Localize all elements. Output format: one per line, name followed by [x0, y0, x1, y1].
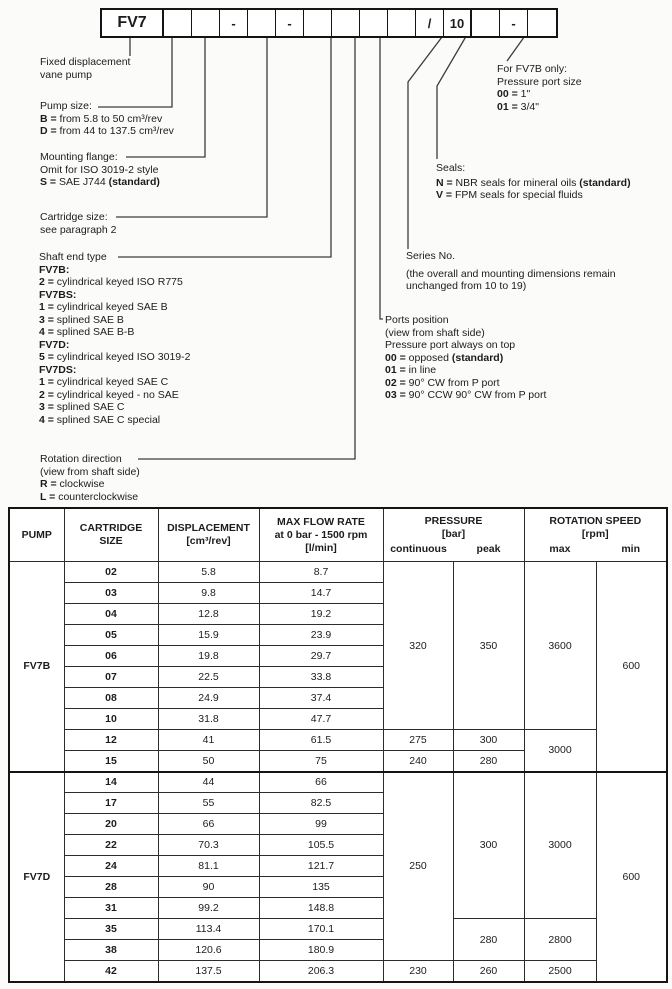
table-cell: 28	[64, 877, 158, 898]
table-row	[9, 730, 667, 751]
code-box: -	[220, 10, 248, 36]
table-cell: 81.1	[158, 856, 259, 877]
table-cell: 180.9	[259, 940, 383, 961]
table-cell: 31	[64, 898, 158, 919]
code-box: FV7	[102, 10, 164, 36]
table-cell: 17	[64, 793, 158, 814]
table-cell: 12	[64, 730, 158, 751]
table-cell: 8.7	[259, 562, 383, 583]
table-cell: 06	[64, 646, 158, 667]
table-cell: 230	[383, 961, 453, 982]
leader-ports-position	[380, 33, 383, 319]
code-box	[472, 10, 500, 36]
pump-name-cell: FV7D	[9, 772, 64, 982]
callout-line: 01 = in line	[385, 364, 437, 376]
callout-line: (view from shaft side)	[385, 326, 485, 339]
callout-line: 2 = cylindrical keyed - no SAE	[39, 388, 179, 401]
leader-series-no	[408, 33, 445, 249]
table-cell: 38	[64, 940, 158, 961]
column-header-cartridge-size: CARTRIDGE SIZE	[64, 508, 158, 562]
table-cell: 121.7	[259, 856, 383, 877]
model-code-row	[100, 8, 558, 38]
table-cell: 5.8	[158, 562, 259, 583]
table-cell: 2500	[524, 961, 596, 982]
table-cell: 3000	[524, 730, 596, 772]
callout-line: 1 = cylindrical keyed SAE B	[39, 301, 168, 313]
table-cell: 02	[64, 562, 158, 583]
code-box: -	[500, 10, 528, 36]
table-cell: 113.4	[158, 919, 259, 940]
table-cell: 9.8	[158, 583, 259, 604]
code-box	[304, 10, 332, 36]
table-cell: 19.8	[158, 646, 259, 667]
callout-series-no	[406, 250, 616, 293]
table-cell: 600	[596, 772, 667, 982]
table-cell: 44	[158, 772, 259, 793]
callout-line: V = FPM seals for special fluids	[436, 189, 583, 201]
table-cell: 260	[453, 961, 524, 982]
table-row	[9, 919, 667, 940]
subheader-min: min	[621, 542, 640, 555]
table-header-row	[9, 508, 667, 562]
callout-line: unchanged from 10 to 19)	[406, 280, 527, 292]
table-row	[9, 772, 667, 793]
column-header-pump: PUMP	[9, 508, 64, 562]
table-cell: 70.3	[158, 835, 259, 856]
specification-table	[8, 507, 668, 983]
callout-line: D = from 44 to 137.5 cm³/rev	[40, 125, 174, 137]
table-cell: 35	[64, 919, 158, 940]
table-cell: 170.1	[259, 919, 383, 940]
table-cell: 120.6	[158, 940, 259, 961]
callout-line: (the overall and mounting dimensions remain	[406, 267, 616, 280]
callout-shaft-end-type	[39, 251, 190, 426]
code-box: /	[416, 10, 444, 36]
callout-cartridge-size	[40, 211, 116, 236]
table-cell: 90	[158, 877, 259, 898]
specification-table-wrap	[8, 507, 668, 983]
callout-line: Pressure port size	[497, 75, 582, 88]
table-cell: 280	[453, 919, 524, 961]
pump-name-cell: FV7B	[9, 562, 64, 772]
table-cell: 24	[64, 856, 158, 877]
table-cell: 2800	[524, 919, 596, 961]
table-cell: 99	[259, 814, 383, 835]
table-cell: 55	[158, 793, 259, 814]
column-header-rotation-speed: ROTATION SPEED [rpm] max min	[524, 508, 667, 562]
callout-line: Rotation direction	[40, 453, 122, 465]
table-cell: 22.5	[158, 667, 259, 688]
table-cell: 280	[453, 751, 524, 772]
callout-ports-position	[385, 314, 546, 402]
table-row	[9, 961, 667, 982]
callout-line: see paragraph 2	[40, 223, 117, 236]
table-cell: 66	[259, 772, 383, 793]
code-box	[528, 10, 556, 36]
callout-line: 00 = opposed (standard)	[385, 351, 504, 364]
callout-line: Series No.	[406, 250, 456, 262]
table-cell: 240	[383, 751, 453, 772]
table-cell: 42	[64, 961, 158, 982]
callout-line: N = NBR seals for mineral oils (standard)	[436, 176, 631, 189]
code-box: 10	[444, 10, 472, 36]
table-cell: 33.8	[259, 667, 383, 688]
table-cell: 3000	[524, 772, 596, 919]
table-cell: 05	[64, 625, 158, 646]
code-box	[332, 10, 360, 36]
callout-line: Cartridge size:	[40, 211, 108, 223]
callout-line: S = SAE J744 (standard)	[40, 176, 160, 188]
table-cell: 3600	[524, 562, 596, 730]
table-cell: 75	[259, 751, 383, 772]
table-cell: 03	[64, 583, 158, 604]
leader-seals	[437, 33, 468, 159]
table-cell: 600	[596, 562, 667, 772]
subheader-max: max	[549, 542, 571, 555]
callout-mounting-flange	[40, 151, 160, 189]
callout-pressure-port-size	[497, 63, 582, 113]
callout-line: FV7D:	[39, 338, 70, 351]
table-cell: 61.5	[259, 730, 383, 751]
column-header-pressure: PRESSURE [bar] continuous peak	[383, 508, 524, 562]
callout-line: Mounting flange:	[40, 151, 118, 163]
column-header-displacement: DISPLACEMENT [cm³/rev]	[158, 508, 259, 562]
table-cell: 20	[64, 814, 158, 835]
subheader-continuous: continuous	[390, 542, 447, 555]
subheader-peak: peak	[476, 542, 501, 555]
table-cell: 250	[383, 772, 453, 961]
table-row	[9, 562, 667, 583]
callout-line: 00 = 1"	[497, 88, 531, 100]
table-cell: 07	[64, 667, 158, 688]
callout-seals	[436, 162, 631, 202]
code-box	[248, 10, 276, 36]
callout-line: Fixed displacement	[40, 56, 131, 68]
callout-line: Shaft end type	[39, 251, 107, 263]
table-cell: 23.9	[259, 625, 383, 646]
table-cell: 47.7	[259, 709, 383, 730]
table-cell: 31.8	[158, 709, 259, 730]
table-cell: 99.2	[158, 898, 259, 919]
callout-pump-size	[40, 100, 174, 138]
callout-line: vane pump	[40, 68, 92, 81]
table-cell: 300	[453, 772, 524, 919]
table-cell: 350	[453, 562, 524, 730]
callout-fixed-displacement	[40, 56, 130, 81]
table-cell: 15.9	[158, 625, 259, 646]
code-box	[164, 10, 192, 36]
callout-line: 4 = splined SAE C special	[39, 413, 161, 426]
table-cell: 66	[158, 814, 259, 835]
code-box	[192, 10, 220, 36]
table-cell: 135	[259, 877, 383, 898]
table-cell: 04	[64, 604, 158, 625]
callout-rotation-direction	[40, 453, 140, 503]
callout-line: 2 = cylindrical keyed ISO R775	[39, 276, 183, 288]
table-cell: 24.9	[158, 688, 259, 709]
table-cell: 300	[453, 730, 524, 751]
leader-mounting-flange	[126, 33, 205, 157]
table-cell: 206.3	[259, 961, 383, 982]
callout-line: 3 = splined SAE C	[39, 401, 125, 413]
table-cell: 275	[383, 730, 453, 751]
table-cell: 105.5	[259, 835, 383, 856]
table-cell: 14.7	[259, 583, 383, 604]
code-box: -	[276, 10, 304, 36]
callout-line: L = counterclockwise	[40, 490, 139, 503]
table-cell: 320	[383, 562, 453, 730]
callout-line: FV7B:	[39, 263, 70, 276]
callout-line: 4 = splined SAE B-B	[39, 326, 135, 338]
callout-line: Seals:	[436, 162, 466, 174]
code-box	[360, 10, 388, 36]
table-cell: 12.8	[158, 604, 259, 625]
callout-line: 3 = splined SAE B	[39, 313, 124, 326]
table-cell: 14	[64, 772, 158, 793]
callout-line: 02 = 90° CW from P port	[385, 376, 500, 389]
callout-line: For FV7B only:	[497, 63, 568, 75]
table-cell: 37.4	[259, 688, 383, 709]
callout-line: 01 = 3/4"	[497, 100, 539, 113]
table-cell: 50	[158, 751, 259, 772]
table-cell: 41	[158, 730, 259, 751]
callout-line: Pump size:	[40, 100, 92, 112]
table-cell: 148.8	[259, 898, 383, 919]
table-cell: 22	[64, 835, 158, 856]
leader-shaft-end	[118, 33, 331, 257]
table-cell: 08	[64, 688, 158, 709]
callout-line: B = from 5.8 to 50 cm³/rev	[40, 112, 163, 125]
callout-line: Ports position	[385, 314, 449, 326]
callout-line: FV7BS:	[39, 288, 77, 301]
callout-line: 1 = cylindrical keyed SAE C	[39, 376, 169, 388]
callout-line: (view from shaft side)	[40, 465, 140, 478]
callout-line: 5 = cylindrical keyed ISO 3019-2	[39, 351, 191, 363]
callout-line: R = clockwise	[40, 478, 105, 490]
table-cell: 19.2	[259, 604, 383, 625]
table-cell: 29.7	[259, 646, 383, 667]
callout-line: Omit for ISO 3019-2 style	[40, 163, 159, 176]
table-cell: 10	[64, 709, 158, 730]
table-cell: 15	[64, 751, 158, 772]
callout-line: 03 = 90° CCW 90° CW from P port	[385, 389, 547, 401]
table-cell: 82.5	[259, 793, 383, 814]
code-box	[388, 10, 416, 36]
table-cell: 137.5	[158, 961, 259, 982]
callout-line: Pressure port always on top	[385, 339, 516, 351]
column-header-max-flow-rate: MAX FLOW RATE at 0 bar - 1500 rpm [l/min]	[259, 508, 383, 562]
callout-line: FV7DS:	[39, 363, 77, 376]
